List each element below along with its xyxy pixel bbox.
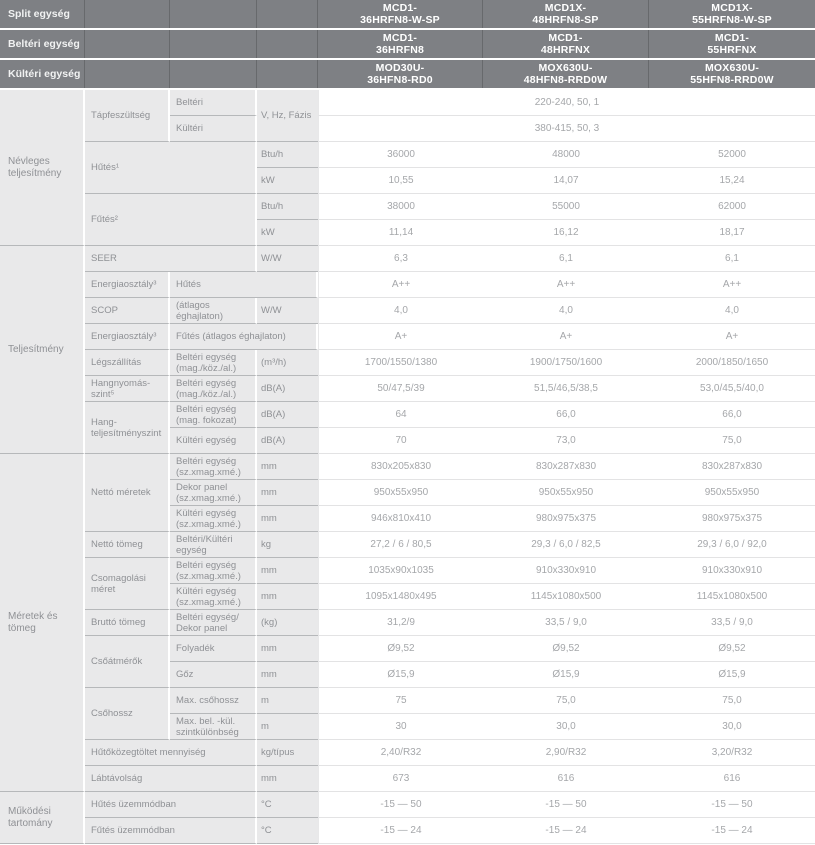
value-cell: 616 [483,766,649,792]
header-spacer [257,30,318,58]
model-name: MCD1- 55HRFNX [707,32,757,56]
value-cell: 910x330x910 [649,558,815,584]
header-spacer [170,30,257,58]
header-row-label: Kültéri egység [0,60,85,88]
value-cell: 14,07 [483,168,649,194]
unit-cell: mm [257,454,318,480]
value-cell: A++ [318,272,483,298]
value-cell: 6,1 [649,246,815,272]
value-cell: 1095x1480x495 [318,584,483,610]
value-cell: 673 [318,766,483,792]
value-cell: 3,20/R32 [649,740,815,766]
unit-cell: mm [257,480,318,506]
model-name: MOX630U- 48HFN8-RRD0W [483,60,649,88]
value-cell: 73,0 [483,428,649,454]
unit-cell: mm [257,662,318,688]
value-cell: 30,0 [483,714,649,740]
row-label-cell: Légszállítás [85,350,170,376]
value-cell: 4,0 [318,298,483,324]
header-spacer [170,60,257,88]
header-spacer [170,0,257,28]
category-cell: Teljesítmény [0,246,85,454]
row-sublabel-cell: Beltéri egység (mag./köz./al.) [170,376,257,402]
row-sublabel-cell: Fűtés (átlagos éghajlaton) [170,324,318,350]
value-cell: A+ [318,324,483,350]
value-cell: 950x55x950 [483,480,649,506]
unit-cell: dB(A) [257,376,318,402]
value-cell: 910x330x910 [483,558,649,584]
model-name: MOD30U- 36HFN8-RD0 [318,60,483,88]
value-cell: 66,0 [483,402,649,428]
value-cell: 10,55 [318,168,483,194]
row-label-cell: Hangnyomás-szint⁵ [85,376,170,402]
unit-cell: Btu/h [257,194,318,220]
unit-cell: °C [257,818,318,844]
header-spacer [257,60,318,88]
value-cell: 2,40/R32 [318,740,483,766]
category-cell: Működési tartomány [0,792,85,844]
value-cell: 1900/1750/1600 [483,350,649,376]
value-cell: A+ [649,324,815,350]
value-cell: -15 — 24 [318,818,483,844]
model-name: MCD1- 36HRFN8-W-SP [318,0,483,28]
unit-cell: m [257,714,318,740]
value-cell: 75 [318,688,483,714]
row-label-cell: Tápfeszültség [85,90,170,142]
model-name: MCD1- 48HRFNX [483,30,649,58]
value-cell: 29,3 / 6,0 / 82,5 [483,532,649,558]
model-name: MOX630U- 55HFN8-RRD0W [690,62,774,86]
unit-cell: °C [257,792,318,818]
row-sublabel-cell: Folyadék [170,636,257,662]
value-cell: 50/47,5/39 [318,376,483,402]
value-cell: -15 — 50 [649,792,815,818]
unit-cell: W/W [257,298,318,324]
unit-cell: kg [257,532,318,558]
row-label-cell: Nettó méretek [85,454,170,532]
value-cell: 11,14 [318,220,483,246]
row-label-cell: Hűtés üzemmódban [85,792,257,818]
row-sublabel-cell: Dekor panel (sz.xmag.xmé.) [170,480,257,506]
value-cell: 1700/1550/1380 [318,350,483,376]
value-cell: 75,0 [483,688,649,714]
row-label-cell: Bruttó tömeg [85,610,170,636]
value-cell: 33,5 / 9,0 [649,610,815,636]
row-sublabel-cell: Beltéri [170,90,257,116]
row-sublabel-cell: Kültéri egység (sz.xmag.xmé.) [170,506,257,532]
unit-cell: mm [257,766,318,792]
value-cell: 830x287x830 [483,454,649,480]
value-cell: 70 [318,428,483,454]
spec-table-body [0,90,815,844]
value-cell: A++ [483,272,649,298]
row-sublabel-cell: Max. csőhossz [170,688,257,714]
value-cell: -15 — 24 [649,818,815,844]
row-label-cell: SCOP [85,298,170,324]
value-cell: 2000/1850/1650 [649,350,815,376]
unit-cell: Btu/h [257,142,318,168]
value-cell: 38000 [318,194,483,220]
header-row-outdoor [0,60,815,88]
value-cell: A++ [649,272,815,298]
value-cell: 980x975x375 [483,506,649,532]
unit-cell: dB(A) [257,402,318,428]
value-cell: Ø9,52 [483,636,649,662]
row-label-cell: SEER [85,246,257,272]
value-cell: 2,90/R32 [483,740,649,766]
model-name: MCD1X- 48HRFN8-SP [483,0,649,28]
row-sublabel-cell: Max. bel. -kül. szintkülönbség [170,714,257,740]
value-cell: -15 — 50 [318,792,483,818]
header-row-indoor [0,30,815,58]
value-cell: 15,24 [649,168,815,194]
row-label-cell: Energiaosztály³ [85,272,170,298]
value-cell: 616 [649,766,815,792]
value-cell: 4,0 [483,298,649,324]
value-cell: Ø9,52 [649,636,815,662]
row-sublabel-cell: Beltéri egység (sz.xmag.xmé.) [170,558,257,584]
unit-cell: mm [257,506,318,532]
unit-cell: mm [257,584,318,610]
value-cell: 950x55x950 [318,480,483,506]
value-cell: -15 — 50 [483,792,649,818]
value-cell: 380-415, 50, 3 [318,116,815,142]
header-row-label: Beltéri egység [0,30,85,58]
row-label-cell: Fűtés üzemmódban [85,818,257,844]
row-sublabel-cell: Hűtés [170,272,318,298]
header-spacer [257,0,318,28]
value-cell: 220-240, 50, 1 [318,90,815,116]
value-cell: 1145x1080x500 [649,584,815,610]
value-cell: 36000 [318,142,483,168]
header-row-split [0,0,815,28]
unit-cell: dB(A) [257,428,318,454]
value-cell: 64 [318,402,483,428]
value-cell: Ø15,9 [649,662,815,688]
model-name: MCD1X- 55HRFN8-W-SP [692,2,772,26]
value-cell: -15 — 24 [483,818,649,844]
row-label-cell: Hang-teljesítményszint [85,402,170,454]
value-cell: 48000 [483,142,649,168]
value-cell: 55000 [483,194,649,220]
value-cell: Ø15,9 [318,662,483,688]
category-cell: Névleges teljesítmény [0,90,85,246]
value-cell: 27,2 / 6 / 80,5 [318,532,483,558]
value-cell: Ø15,9 [483,662,649,688]
value-cell: 52000 [649,142,815,168]
row-label-cell: Fűtés² [85,194,257,246]
value-cell: 946x810x410 [318,506,483,532]
value-cell: 830x205x830 [318,454,483,480]
value-cell: 16,12 [483,220,649,246]
value-cell: 1145x1080x500 [483,584,649,610]
value-cell: 980x975x375 [649,506,815,532]
unit-cell: kg/típus [257,740,318,766]
model-name: MCD1- 36HRFN8 [318,30,483,58]
value-cell: 30 [318,714,483,740]
value-cell: 6,1 [483,246,649,272]
unit-cell: V, Hz, Fázis [257,90,318,142]
value-cell: 4,0 [649,298,815,324]
row-sublabel-cell: Beltéri egység (mag./köz./al.) [170,350,257,376]
unit-cell: W/W [257,246,318,272]
unit-cell: (kg) [257,610,318,636]
table-header [0,0,815,88]
row-sublabel-cell: (átlagos éghajlaton) [170,298,257,324]
row-sublabel-cell: Kültéri egység (sz.xmag.xmé.) [170,584,257,610]
value-cell: 830x287x830 [649,454,815,480]
value-cell: 1035x90x1035 [318,558,483,584]
category-cell: Méretek és tömeg [0,454,85,792]
row-sublabel-cell: Kültéri egység [170,428,257,454]
row-label-cell: Csőátmérők [85,636,170,688]
header-spacer [85,0,170,28]
row-label-cell: Energiaosztály³ [85,324,170,350]
row-label-cell: Csőhossz [85,688,170,740]
value-cell: A+ [483,324,649,350]
unit-cell: mm [257,558,318,584]
unit-cell: kW [257,220,318,246]
value-cell: 51,5/46,5/38,5 [483,376,649,402]
unit-cell: mm [257,636,318,662]
row-label-cell: Hűtés¹ [85,142,257,194]
row-label-cell: Lábtávolság [85,766,257,792]
value-cell: 33,5 / 9,0 [483,610,649,636]
value-cell: 950x55x950 [649,480,815,506]
value-cell: 53,0/45,5/40,0 [649,376,815,402]
value-cell: 6,3 [318,246,483,272]
value-cell: 18,17 [649,220,815,246]
header-row-label: Split egység [0,0,85,28]
unit-cell: m [257,688,318,714]
value-cell: 62000 [649,194,815,220]
header-spacer [85,60,170,88]
value-cell: Ø9,52 [318,636,483,662]
value-cell: 31,2/9 [318,610,483,636]
unit-cell: kW [257,168,318,194]
unit-cell: (m³/h) [257,350,318,376]
value-cell: 75,0 [649,428,815,454]
row-sublabel-cell: Kültéri [170,116,257,142]
row-sublabel-cell: Gőz [170,662,257,688]
value-cell: 30,0 [649,714,815,740]
row-sublabel-cell: Beltéri egység/ Dekor panel [170,610,257,636]
value-cell: 29,3 / 6,0 / 92,0 [649,532,815,558]
row-sublabel-cell: Beltéri/Kültéri egység [170,532,257,558]
row-label-cell: Hűtőközegtöltet mennyiség [85,740,257,766]
row-sublabel-cell: Beltéri egység (sz.xmag.xmé.) [170,454,257,480]
value-cell: 75,0 [649,688,815,714]
header-spacer [85,30,170,58]
row-label-cell: Nettó tömeg [85,532,170,558]
row-sublabel-cell: Beltéri egység (mag. fokozat) [170,402,257,428]
row-label-cell: Csomagolási méret [85,558,170,610]
value-cell: 66,0 [649,402,815,428]
